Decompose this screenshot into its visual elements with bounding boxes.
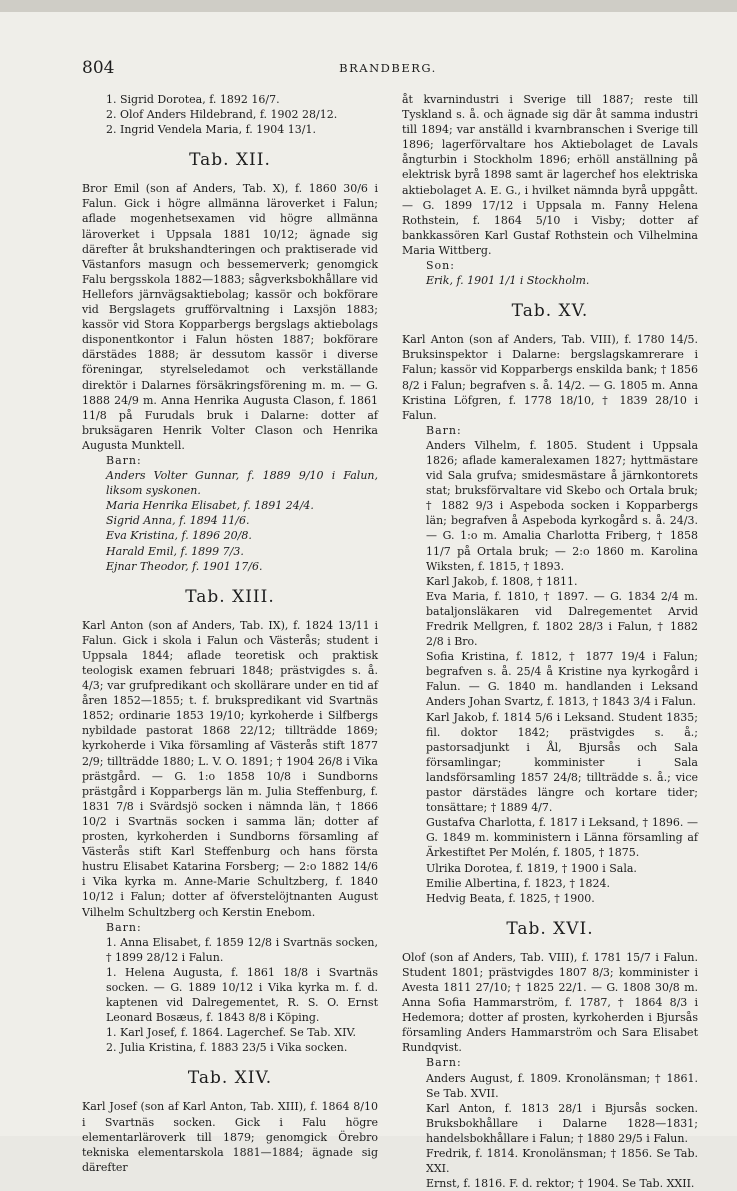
child-entry: Hedvig Beata, f. 1825, † 1900. bbox=[426, 891, 595, 905]
child-entry: Fredrik, f. 1814. Kronolänsman; † 1856. Se Tab. XXI. bbox=[426, 1147, 698, 1176]
list-item: 1. Sigrid Dorotea, f. 1892 16/7. bbox=[106, 93, 280, 106]
child-entry: Ulrika Dorotea, f. 1819, † 1900 i Sala. bbox=[426, 861, 637, 875]
section-title-tab-xiv: Tab. XIV. bbox=[187, 1068, 273, 1089]
child-entry: 1. Anna Elisabet, f. 1859 12/8 i Svartnäs socken, † 1899 28/12 i Falun. bbox=[106, 935, 378, 964]
child-entry: Gustafva Charlotta, f. 1817 i Leksand, † 1896. — G. 1849 m. komministern i Länna församling af Ärkestiftet Per Molén, f. 1805, † 1875. bbox=[426, 816, 698, 860]
child-entry: 1. Karl Josef, f. 1864. Lagerchef. Se Tab. XIV. bbox=[106, 1026, 356, 1040]
child-entry: Eva Kristina, f. 1896 20/8. bbox=[106, 529, 252, 543]
running-head: BRANDBERG. bbox=[339, 61, 437, 75]
child-entry: Harald Emil, f. 1899 7/3. bbox=[106, 544, 244, 558]
child-entry: 1. Helena Augusta, f. 1861 18/8 i Svartnäs socken. — G. 1889 10/12 i Vika kyrka m. f. d. kaptenen vid Dalregementet, R. S. O. Ernst Leonard Bosæus, f. 1843 8/8 i Köping. bbox=[106, 965, 378, 1025]
child-entry: Karl Anton, f. 1813 28/1 i Bjursås socken. Bruksbokhållare i Dalarne 1828—1831; handelsbokhållare i Falun; † 1880 29/5 i Falun. bbox=[426, 1101, 698, 1145]
section-text-tab-xiv-continued: åt kvarnindustri i Sverige till 1887; reste till Tyskland s. å. och ägnade sig där åt samma industri till 1894; var anställd i kvarnbranschen i Sverige till 1896; lagerförvaltare hos Aktiebolaget de Lavals ångturbin i Stockholm 1896; erhöll anställning på elektrisk byrå 1898 samt är lagerchef hos elektriska aktiebolaget A. E. G., i hvilket nämnda byrå uppgått. — G. 1899 17/12 i Uppsala m. Fanny Helena Rothstein, f. 1864 5/10 i Visby; dotter af bankkassören Karl Gustaf Rothstein och Vilhelmina Maria Wittberg. bbox=[402, 93, 698, 257]
child-entry: 2. Julia Kristina, f. 1883 23/5 i Vika socken. bbox=[106, 1041, 348, 1055]
children-label: Barn: bbox=[426, 1056, 462, 1070]
child-entry: Ejnar Theodor, f. 1901 17/6. bbox=[106, 559, 263, 573]
section-text-tab-xv: Karl Anton (son af Anders, Tab. VIII), f. 1780 14/5. Bruksinspektor i Dalarne: bergslagskamrerare i Falun; kassör vid Kopparbergs enskilda bank; † 1856 8/2 i Falun; begrafven s. å. 14/2. — G. 1805 m. Anna Kristina Löfgren, f. 1778 18/10, † 1839 28/10 i Falun. bbox=[402, 333, 698, 422]
section-text-tab-xiv: Karl Josef (son af Karl Anton, Tab. XIII), f. 1864 8/10 i Svartnäs socken. Gick i Falu högre elementarläroverk till 1879; genomgick Örebro tekniska elementarskola 1881—1884; ägnade sig därefter bbox=[82, 1100, 378, 1174]
section-title-tab-xiii: Tab. XIII. bbox=[185, 586, 275, 607]
child-entry: Karl Jakob, f. 1808, † 1811. bbox=[426, 574, 578, 588]
page-number: 804 bbox=[82, 58, 115, 78]
list-item: 2. Ingrid Vendela Maria, f. 1904 13/1. bbox=[106, 123, 316, 137]
section-text-tab-xiii: Karl Anton (son af Anders, Tab. IX), f. 1824 13/11 i Falun. Gick i skola i Falun och Västerås; student i Uppsala 1844; aflade teoretisk och praktisk teologisk examen februari 1848; prästvigdes s. å. 4/3; var grufpredikant och skollärare under en tid af åren 1852—1855; t. f. brukspredikant vid Svartnäs 1852; ordinarie 1853 19/10; kyrkoherde i Silfbergs nybildade pastorat 1868 22/12; tillträdde 1869; kyrkoherde i Vika församling af Västerås stift 1877 2/9; tillträdde 1880; L. V. O. 1891; † 1904 26/8 i Vika prästgård. — G. 1:o 1858 10/8 i Sundborns prästgård i Kopparbergs län m. Julia Steffenburg, f. 1831 7/8 i Svärdsjö socken i nämnda län, † 1866 10/2 i Svartnäs socken i samma län; dotter af prosten, kyrkoherden i Sundborns församling af Västerås stift Karl Steffenburg och hans första hustru Elisabet Katarina Forsberg; — 2:o 1882 14/6 i Vika kyrka m. Anne-Marie Schultzberg, f. 1840 10/12 i Falun; dotter af öfverstelöjtnanten August Vilhelm Schultzberg och Kerstin Enebom. bbox=[82, 618, 378, 919]
child-entry: Anders Volter Gunnar, f. 1889 9/10 i Falun, liksom syskonen. bbox=[106, 469, 378, 498]
child-entry: Maria Henrika Elisabet, f. 1891 24/4. bbox=[106, 499, 314, 513]
child-entry: Karl Jakob, f. 1814 5/6 i Leksand. Student 1835; fil. doktor 1842; prästvigdes s. å.; pastorsadjunkt i Ål, Bjursås och Sala församlingar; komminister i Sala landsförsamling 1857 24/8; tillträdde s. å.; vice pastor därstädes längre och kortare tider; tonsättare; † 1889 4/7. bbox=[426, 710, 698, 815]
list-item: 2. Olof Anders Hildebrand, f. 1902 28/12. bbox=[106, 108, 338, 122]
scan-edge bbox=[0, 0, 737, 12]
son-label: Son: bbox=[426, 259, 455, 273]
children-label: Barn: bbox=[106, 920, 142, 934]
child-entry: Ernst, f. 1816. F. d. rektor; † 1904. Se Tab. XXII. bbox=[426, 1177, 695, 1191]
section-text-tab-xii: Bror Emil (son af Anders, Tab. X), f. 1860 30/6 i Falun. Gick i högre allmänna läroverket i Falun; aflade mogenhetsexamen vid högre allmänna läroverket i Uppsala 1881 10/12; ägnade sig därefter åt brukshandteringen och praktiserade vid Västanfors masugn och bessemerverk; genomgick Falu bergsskola 1882—1883; sågverksbokhållare vid Hellefors järnvägsaktiebolag; kassör och bokförare vid Bergslagets grufförvaltning i Laxsjön 1883; kassör vid Stora Kopparbergs bergslags aktiebolags disponentkontor i Falun hösten 1887; bokförare därstädes 1888; är dessutom kassör i diverse föreningar, styrelseledamot och verkställande direktör i Dalarnes försäkringsförening m. m. — G. 1888 24/9 m. Anna Henrika Augusta Clason, f. 1861 11/8 på Furudals bruk i Dalarne: dotter af bruksägaren Henrik Volter Clason och Henrika Augusta Munktell. bbox=[82, 182, 378, 452]
child-entry: Emilie Albertina, f. 1823, † 1824. bbox=[426, 876, 611, 890]
children-label: Barn: bbox=[106, 453, 142, 467]
section-title-tab-xvi: Tab. XVI. bbox=[506, 918, 594, 939]
section-title-tab-xii: Tab. XII. bbox=[189, 150, 271, 171]
child-entry: Anders August, f. 1809. Kronolänsman; † 1861. Se Tab. XVII. bbox=[426, 1071, 698, 1100]
child-entry: Sofia Kristina, f. 1812, † 1877 19/4 i Falun; begrafven s. å. 25/4 å Kristine nya kyrkogård i Falun. — G. 1840 m. handlanden i Leksand Anders Johan Svartz, f. 1813, † 1843 3/4 i Falun. bbox=[426, 650, 698, 709]
child-entry: Anders Vilhelm, f. 1805. Student i Uppsala 1826; aflade kameralexamen 1827; hyttmästare vid Sala grufva; smidesmästare å järnkontorets stat; bruksförvaltare vid Skebo och Ortala bruk; † 1882 9/3 i Aspeboda socken i Kopparbergs län; begrafven å Aspeboda kyrkogård s. å. 24/3. — G. 1:o m. Amalia Charlotta Friberg, † 1858 11/7 på Ortala bruk; — 2:o 1860 m. Karolina Wiksten, f. 1815, † 1893. bbox=[426, 438, 698, 573]
section-title-tab-xv: Tab. XV. bbox=[511, 301, 589, 322]
child-entry: Eva Maria, f. 1810, † 1897. — G. 1834 2/4 m. bataljonsläkaren vid Dalregementet Arvid Fredrik Mellgren, f. 1802 28/3 i Falun, † 1882 2/8 i Bro. bbox=[426, 589, 698, 649]
right-column bbox=[402, 92, 698, 1191]
child-entry: Erik, f. 1901 1/1 i Stockholm. bbox=[426, 274, 590, 288]
section-text-tab-xvi: Olof (son af Anders, Tab. VIII), f. 1781 15/7 i Falun. Student 1801; prästvigdes 1807 8/3; komminister i Avesta 1811 27/10; † 1825 22/1. — G. 1808 30/8 m. Anna Sofia Hammarström, f. 1787, † 1864 8/3 i Hedemora; dotter af prosten, kyrkoherden i Bjursås församling Anders Hammarström och Sara Elisabet Rundqvist. bbox=[402, 950, 698, 1055]
children-label: Barn: bbox=[426, 423, 462, 437]
page-header bbox=[82, 58, 694, 82]
left-column bbox=[82, 92, 378, 1175]
child-entry: Sigrid Anna, f. 1894 11/6. bbox=[106, 514, 250, 528]
